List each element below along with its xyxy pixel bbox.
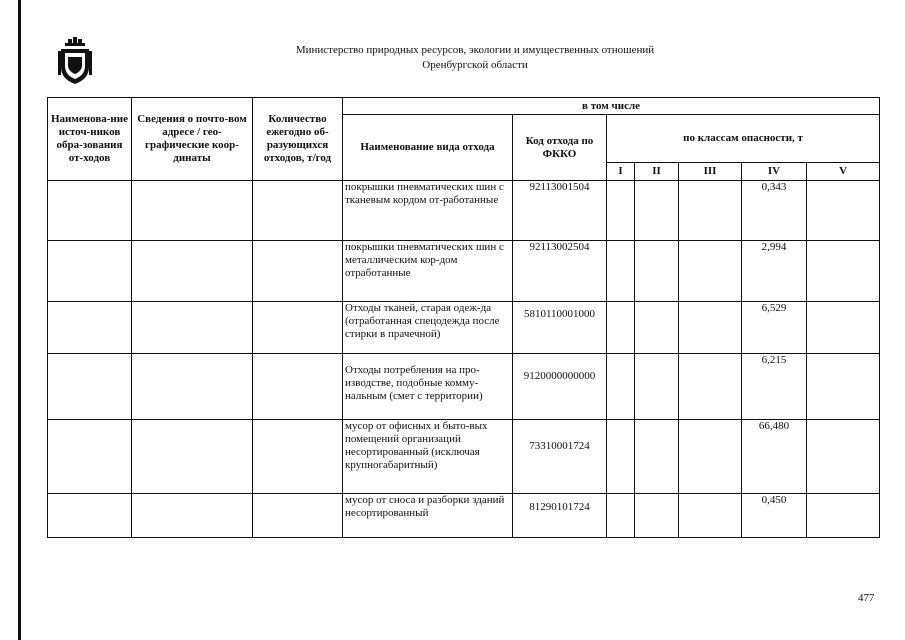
class-v-cell (807, 420, 880, 494)
waste-name-cell: Отходы тканей, старая одеж-да (отработанная спецодежда после стирки в прачечной) (343, 302, 513, 354)
header-source: Наименова-ние источ-ников обра-зования от-ходов (48, 98, 132, 181)
class-i-cell (607, 354, 635, 420)
waste-code-cell: 73310001724 (513, 420, 607, 494)
class-iv-cell: 6,215 (742, 354, 807, 420)
class-i-cell (607, 181, 635, 241)
waste-code-cell: 5810110001000 (513, 302, 607, 354)
table-row (48, 420, 880, 494)
address-cell (132, 302, 253, 354)
quantity-cell (253, 494, 343, 538)
source-cell (48, 302, 132, 354)
header-quantity: Количество ежегодно об-разующихся отходов, т/год (253, 98, 343, 181)
class-v-cell (807, 181, 880, 241)
class-ii-cell (635, 181, 679, 241)
region-title: Оренбургской области (422, 59, 528, 71)
quantity-cell (253, 181, 343, 241)
class-iv-cell: 0,343 (742, 181, 807, 241)
class-iv-cell: 6,529 (742, 302, 807, 354)
header-class-v: V (807, 163, 880, 181)
class-iii-cell (679, 241, 742, 302)
header-waste-name: Наименование вида отхода (343, 115, 513, 181)
binding-line (18, 0, 21, 640)
class-i-cell (607, 420, 635, 494)
source-cell (48, 354, 132, 420)
address-cell (132, 420, 253, 494)
class-iii-cell (679, 181, 742, 241)
table-row (48, 241, 880, 302)
class-v-cell (807, 354, 880, 420)
class-iv-cell: 0,450 (742, 494, 807, 538)
waste-name-cell: покрышки пневматических шин с тканевым кордом от-работанные (343, 181, 513, 241)
class-iii-cell (679, 302, 742, 354)
waste-table (47, 97, 880, 538)
class-i-cell (607, 494, 635, 538)
header-class-i: I (607, 163, 635, 181)
quantity-cell (253, 354, 343, 420)
waste-code-cell: 9120000000000 (513, 354, 607, 420)
waste-code-cell: 92113002504 (513, 241, 607, 302)
table-row (48, 494, 880, 538)
address-cell (132, 181, 253, 241)
header-hazard-classes: по классам опасности, т (607, 115, 880, 163)
class-v-cell (807, 241, 880, 302)
table-row (48, 354, 880, 420)
address-cell (132, 354, 253, 420)
source-cell (48, 241, 132, 302)
quantity-cell (253, 302, 343, 354)
header-waste-code: Код отхода по ФККО (513, 115, 607, 181)
source-cell (48, 420, 132, 494)
quantity-cell (253, 241, 343, 302)
waste-name-cell: покрышки пневматических шин с металлическим кор-дом отработанные (343, 241, 513, 302)
quantity-cell (253, 420, 343, 494)
header-class-iii: III (679, 163, 742, 181)
class-v-cell (807, 494, 880, 538)
ministry-title: Министерство природных ресурсов, экологии и имущественных отношений (295, 44, 655, 56)
class-iv-cell: 66,480 (742, 420, 807, 494)
table-row (48, 181, 880, 241)
waste-code-cell: 92113001504 (513, 181, 607, 241)
header-including: в том числе (343, 98, 880, 115)
waste-code-cell: 81290101724 (513, 494, 607, 538)
source-cell (48, 181, 132, 241)
waste-name-cell: Отходы потребления на про-изводстве, подобные комму-нальным (смет с территории) (343, 354, 513, 420)
coat-of-arms-icon (57, 37, 93, 85)
address-cell (132, 494, 253, 538)
header-class-iv: IV (742, 163, 807, 181)
class-i-cell (607, 302, 635, 354)
class-ii-cell (635, 302, 679, 354)
class-iii-cell (679, 354, 742, 420)
page-number: 477 (858, 592, 875, 604)
class-i-cell (607, 241, 635, 302)
class-ii-cell (635, 494, 679, 538)
class-ii-cell (635, 420, 679, 494)
class-iii-cell (679, 420, 742, 494)
header-address: Сведения о почто-вом адресе / гео-графические коор-динаты (132, 98, 253, 181)
class-ii-cell (635, 241, 679, 302)
header-class-ii: II (635, 163, 679, 181)
class-iv-cell: 2,994 (742, 241, 807, 302)
class-v-cell (807, 302, 880, 354)
source-cell (48, 494, 132, 538)
waste-name-cell: мусор от офисных и быто-вых помещений организаций несортированный (исключая крупногабаритный) (343, 420, 513, 494)
table-row (48, 302, 880, 354)
class-iii-cell (679, 494, 742, 538)
address-cell (132, 241, 253, 302)
waste-name-cell: мусор от сноса и разборки зданий несортированный (343, 494, 513, 538)
class-ii-cell (635, 354, 679, 420)
